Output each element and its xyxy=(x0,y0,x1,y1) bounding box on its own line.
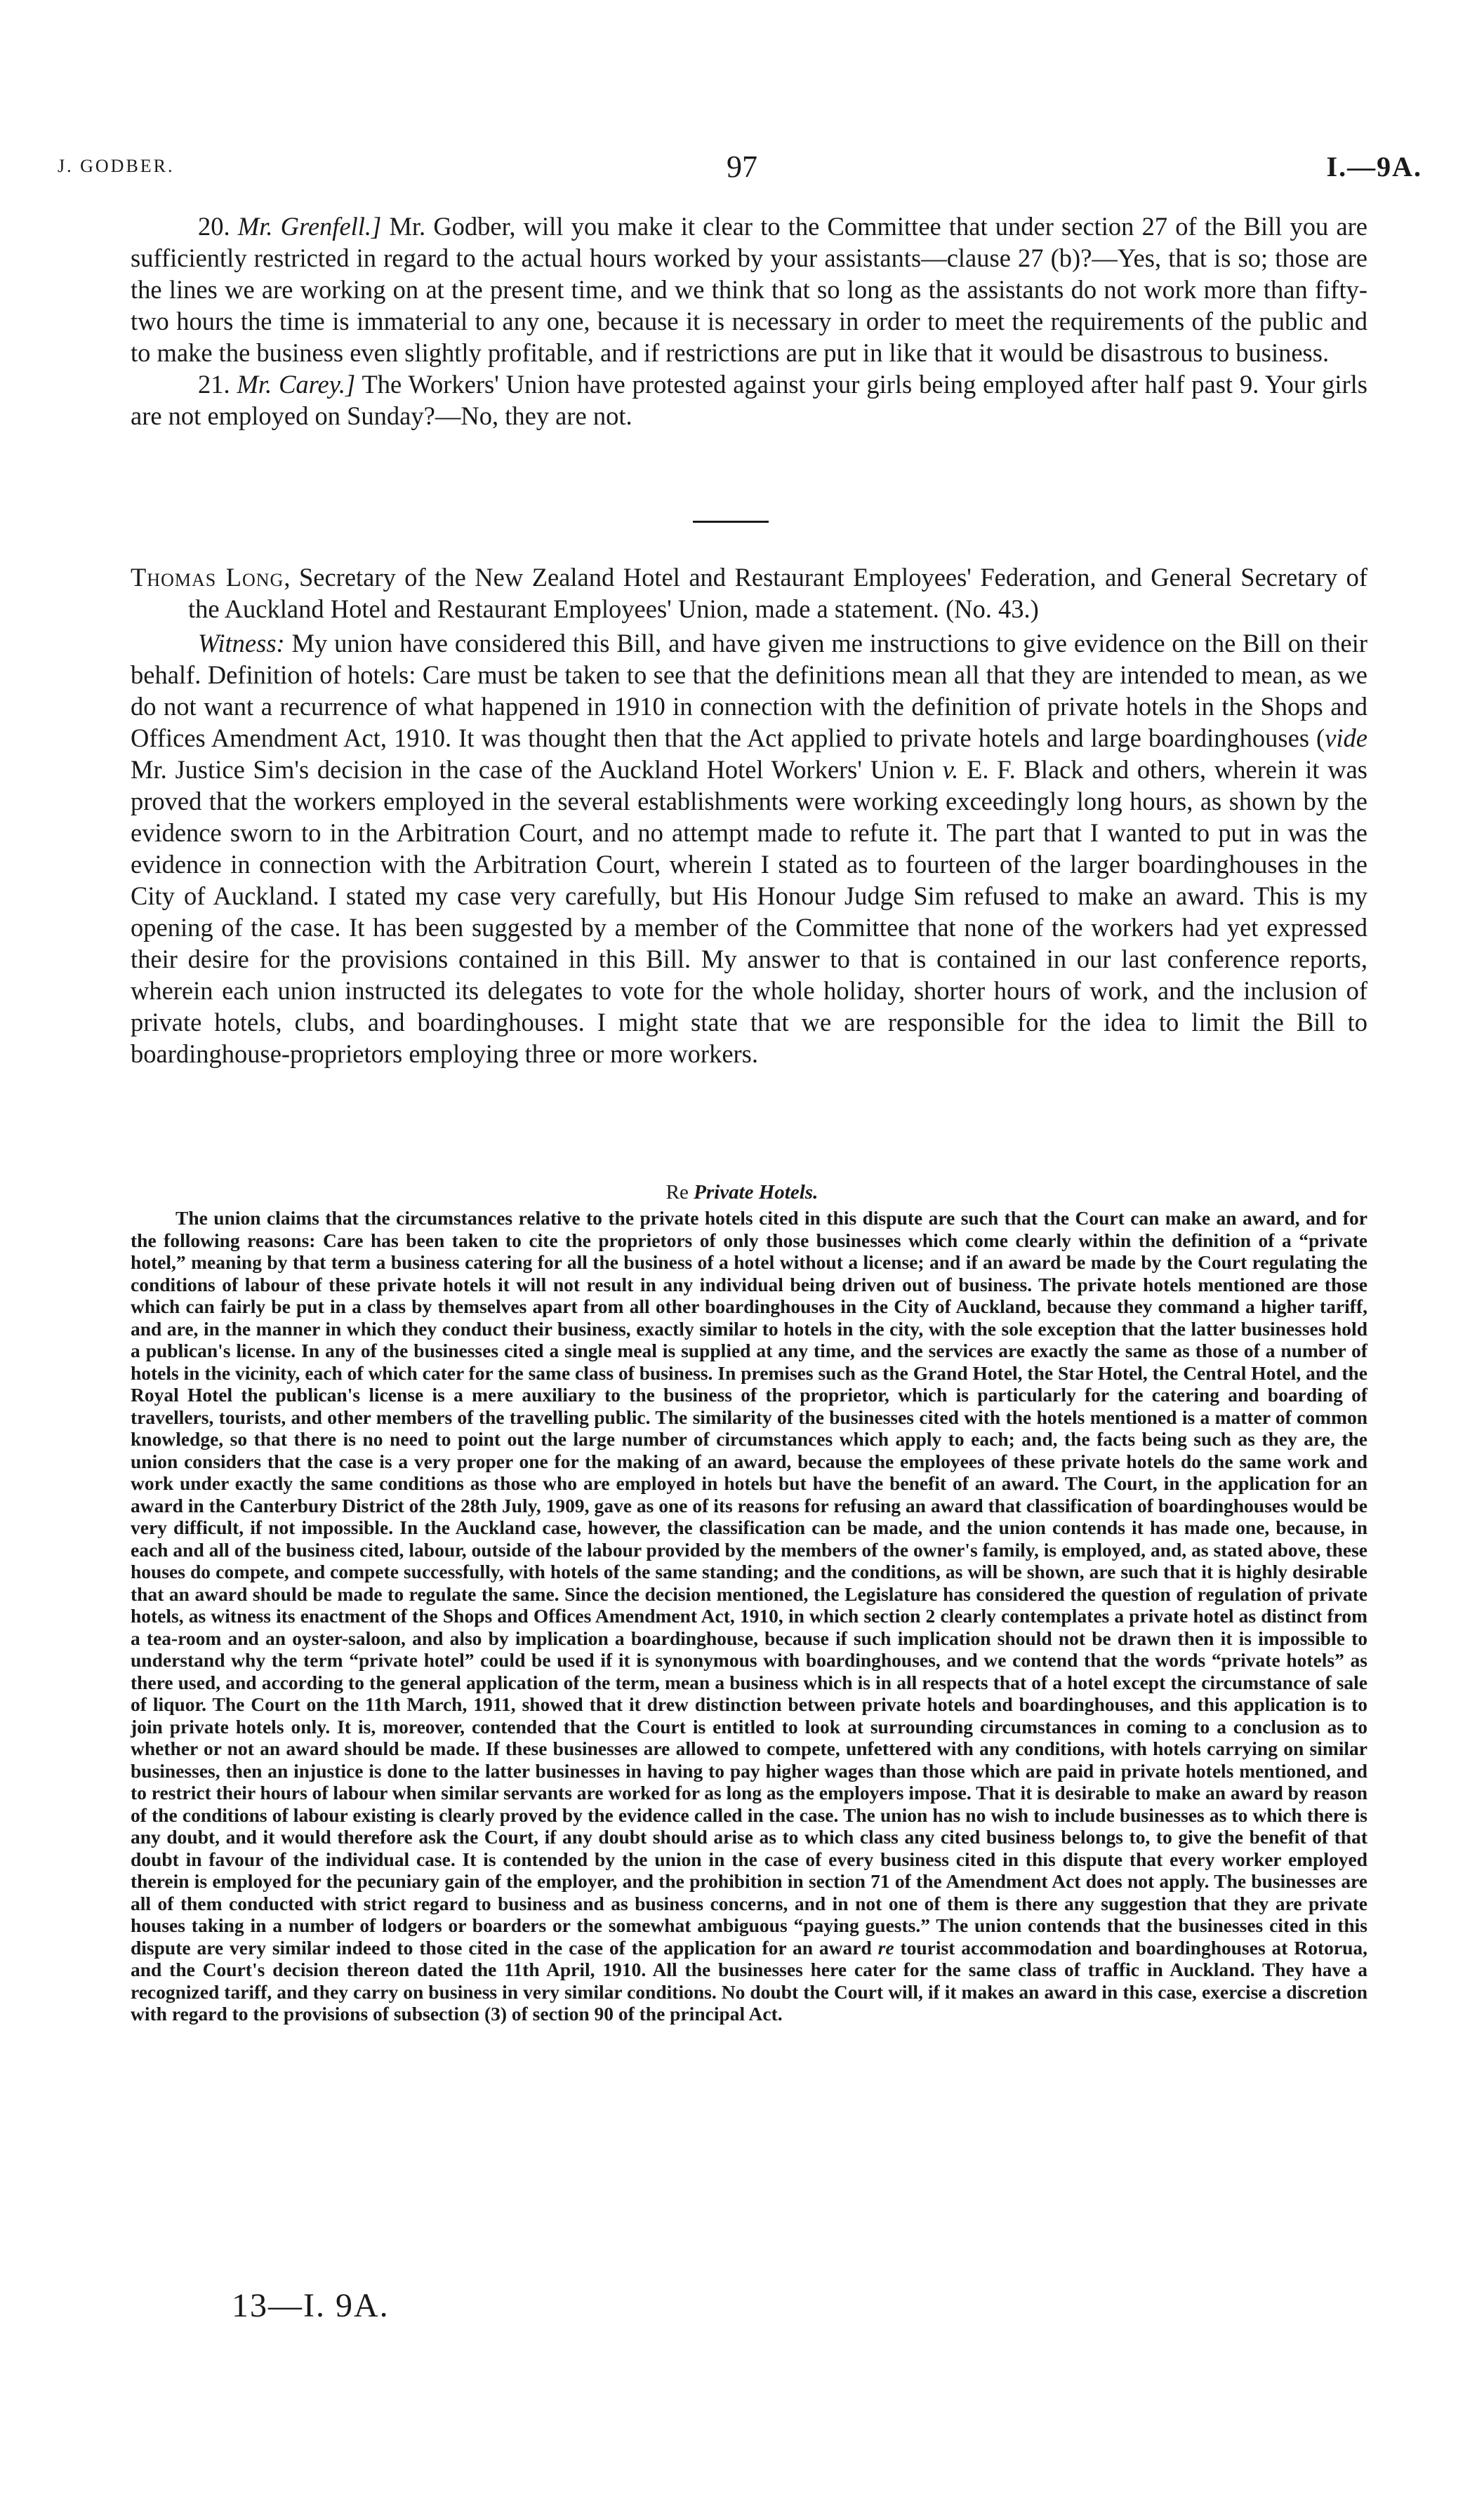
question-number: 20. xyxy=(198,212,230,241)
questioner: Mr. Carey.] xyxy=(237,370,356,399)
questioner: Mr. Grenfell.] xyxy=(237,212,382,241)
question-21 xyxy=(131,368,1367,432)
running-head-witness: J. GODBER. xyxy=(58,156,175,176)
witness-section xyxy=(131,561,1367,1069)
page-header xyxy=(0,149,1484,184)
private-hotels-statement xyxy=(131,1207,1367,2025)
signature-mark: 13—I. 9A. xyxy=(232,2287,390,2324)
section-divider xyxy=(693,521,769,523)
private-hotels-paragraph: The union claims that the circumstances relative to the private hotels cited in this dispute are such that the Court can make an award, and for the following reasons: Care has been taken to cite the proprietors of only those businesses which come clearly within the definition of a “private hotel,” meaning by that term a business catering for all the business of a hotel without a license; and if an award be made by the Court regulating the conditions of labour of these private hotels it will not result in any individual being driven out of business. The private hotels mentioned are those which can fairly be put in a class by themselves apart from all other boardinghouses in the City of Auckland, because they command a higher tariff, and are, in the manner in which they conduct their business, exactly similar to hotels in the city, with the sole exception that the latter businesses hold a publican's license. In any of the businesses cited a single meal is supplied at any time, and the services are exactly the same as those of a number of hotels in the vicinity, each of which cater for the same class of business. In premises such as the Grand Hotel, the Star Hotel, the Central Hotel, and the Royal Hotel the publican's license is a mere auxiliary to the business of the proprietor, which is particularly for the catering and boarding of travellers, tourists, and other members of the travelling public. The similarity of the businesses cited with the hotels mentioned is a matter of common knowledge, so that there is no need to point out the large number of circumstances which apply to each; and, the facts being such as they are, the union considers that the case is a very proper one for the making of an award, because the employees of these private hotels do the same work and work under exactly the same conditions as those who are employed in hotels but have the benefit of an award. The Court, in the application for an award in the Canterbury District of the 28th July, 1909, gave as one of its reasons for refusing an award that classification of boardinghouses would be very difficult, if not impossible. In the Auckland case, however, the classification can be made, and the union contends it has made one, because, in each and all of the business cited, labour, outside of the labour provided by the members of the owner's family, is employed, and, as stated above, these houses do compete, and compete successfully, with hotels of the same standing; and the conditions, as will be shown, are such that it is highly desirable that an award should be made to regulate the same. Since the decision mentioned, the Legislature has considered the question of regulation of private hotels, as witness its enactment of the Shops and Offices Amendment Act, 1910, in which section 2 clearly contemplates a private hotel as distinct from a tea-room and an oyster-saloon, and also by implication a boardinghouse, because if such implication should not be drawn then it is impossible to understand why the term “private hotel” could be used if it is synonymous with boardinghouses, and we contend that the words “private hotels” as there used, and according to the general application of the term, mean a business which is in all respects that of a hotel except the circumstance of sale of liquor. The Court on the 11th March, 1911, showed that it drew distinction between private hotels and boardinghouses, and this application is to join private hotels only. It is, moreover, contended that the Court is entitled to look at surrounding circumstances in coming to a conclusion as to whether or not an award should be made. If these businesses are allowed to compete, unfettered with any conditions, with hotels carrying on similar businesses, then an injustice is done to the latter businesses in having to pay higher wages than those which are paid in private hotels mentioned, and to restrict their hours of labour when similar servants are worked for as long as the employers impose. That it is desirable to make an award by reason of the conditions of labour existing is clearly proved by the evidence called in the case. The union has no wish to include businesses as to which there is any doubt, and it would therefore ask the Court, if any doubt should arise as to which class any cited business belongs to, to give the benefit of that doubt in favour of the individual case. It is contended by the union in the case of every business cited in this dispute that every worker employed therein is employed for the pecuniary gain of the employer, and the prohibition in section 71 of the Amendment Act does not apply. The businesses are all of them conducted with strict regard to business and as business concerns, and in not one of them is there any suggestion that they are private houses taking in a number of lodgers or boarders or the somewhat ambiguous “paying guests.” The union contends that the businesses cited in this dispute are very similar indeed to those cited in the case of the application for an award re tourist accommodation and boardinghouses at Rotorua, and the Court's decision thereon dated the 11th April, 1910. All the businesses here cater for the same class of traffic in Auckland. They have a recognized tariff, and they carry on business in very similar conditions. No doubt the Court will, if it makes an award in this case, exercise a discretion with regard to the provisions of subsection (3) of section 90 of the principal Act. xyxy=(131,1207,1368,2025)
question-number: 21. xyxy=(198,370,230,399)
question-answer-section xyxy=(131,211,1367,432)
witness-label: Witness: xyxy=(198,629,285,658)
question-text: The Workers' Union have protested against your girls being employed after half past 9. Your girls are not employed on Sunday?—No, they are not. xyxy=(131,370,1368,430)
witness-statement: Witness: My union have considered this Bill, and have given me instructions to give evidence on the Bill on their behalf. Definition of hotels: Care must be taken to see that the definitions mean all that they are intended to mean, as we do not want a recurrence of what happened in 1910 in connection with the definition of private hotels in the Shops and Offices Amendment Act, 1910. It was thought then that the Act applied to private hotels and large boardinghouses (vide Mr. Justice Sim's decision in the case of the Auckland Hotel Workers' Union v. E. F. Black and others, wherein it was proved that the workers employed in the several establishments were working exceedingly long hours, as shown by the evidence sworn to in the Arbitration Court, and no attempt made to refute it. The part that I wanted to put in was the evidence in connection with the Arbitration Court, wherein I stated as to fourteen of the larger boardinghouses in the City of Auckland. I stated my case very carefully, but His Honour Judge Sim refused to make an award. This is my opening of the case. It has been suggested by a member of the Committee that none of the workers had yet expressed their desire for the provisions contained in this Bill. My answer to that is contained in our last conference reports, wherein each union instructed its delegates to vote for the whole holiday, shorter hours of work, and the inclusion of private hotels, clubs, and boardinghouses. I might state that we are responsible for the idea to limit the Bill to boardinghouse-proprietors employing three or more workers. xyxy=(131,629,1368,1068)
witness-description: , Secretary of the New Zealand Hotel and Restaurant Employees' Federation, and General Secretary of the Auckland Hotel and Restaurant Employees' Union, made a statement. (No. 43.) xyxy=(188,563,1368,623)
private-hotels-heading: Re Private Hotels. xyxy=(665,1181,819,1204)
paper-reference: I.—9A. xyxy=(1326,151,1422,182)
question-text: Mr. Godber, will you make it clear to the Committee that under section 27 of the Bill you are sufficiently restricted in regard to the actual hours worked by your assistants—clause 27 (b)?—Yes, that is so; those are the lines we are working on at the present time, and we think that so long as the assistants do not work more than fifty-two hours the time is immaterial to any one, because it is necessary in order to meet the requirements of the public and to make the business even slightly profitable, and if restrictions are put in like that it would be disastrous to business. xyxy=(131,212,1368,367)
page-number: 97 xyxy=(727,149,757,184)
witness-name: Thomas Long xyxy=(131,563,284,592)
question-20 xyxy=(131,211,1367,368)
witness-introduction xyxy=(131,561,1367,625)
